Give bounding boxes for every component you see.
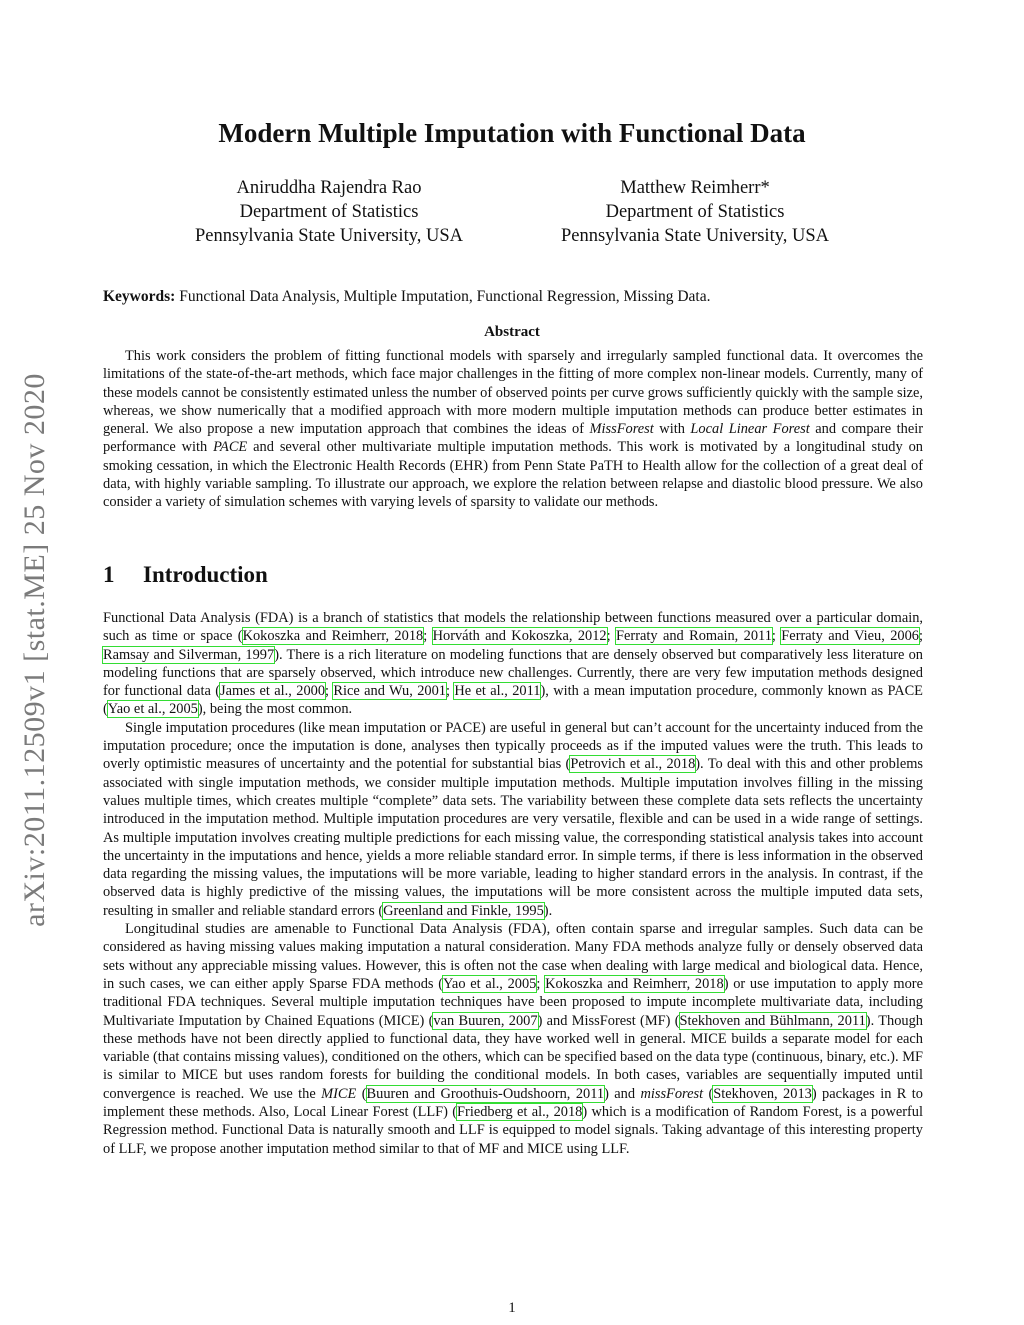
citation-link[interactable]: Kokoszka and Reimherr, 2018	[242, 628, 424, 645]
author-name: Matthew Reimherr*	[620, 178, 770, 198]
author-2	[520, 176, 870, 248]
author-department: Department of Statistics	[605, 202, 785, 222]
keywords-label: Keywords:	[103, 288, 176, 305]
section-number: 1	[103, 562, 115, 587]
citation-link[interactable]: Yao et al., 2005	[442, 975, 537, 992]
paragraph: Longitudinal studies are amenable to Functional Data Analysis (FDA), often contain sparse and irregular samples. Such data can be considered as having missing values making imputation a natural consideration. Many FDA methods analyze fully or densely observed data sets without any appreciable missing values. However, this is often not the case when dealing with large medical and biological data. Hence, in such cases, we can either apply Sparse FDA methods (Yao et al., 2005; Kokoszka and Reimherr, 2018) or use imputation to apply more traditional FDA techniques. Several multiple imputation techniques have been proposed to impute incomplete multivariate data, including Multivariate Imputation by Chained Equations (MICE) (van Buuren, 2007) and MissForest (MF) (Stekhoven and Bühlmann, 2011). Though these methods have not been directly applied to functional data, they have worked well in general. MICE builds a separate model for each variable (that contains missing values), conditioned on the others, which can be specified based on the data type (continuous, binary, etc.). MF is similar to MICE but uses random forests for building the conditional models. In both cases, variables are sequentially imputed until convergence is reached. We use the MICE (Buuren and Groothuis-Oudshoorn, 2011) and missForest (Stekhoven, 2013) packages in R to implement these methods. Also, Local Linear Forest (LLF) (Friedberg et al., 2018) which is a modification of Random Forest, is a powerful Regression method. Functional Data is naturally smooth and LLF is equipped to model signals. Taking advantage of this interesting property of LLF, we propose another imputation method similar to that of MF and MICE using LLF.	[103, 921, 924, 1157]
author-affiliation: Pennsylvania State University, USA	[194, 226, 464, 246]
paragraph: Functional Data Analysis (FDA) is a branch of statistics that models the relationship between functions measured over a particular domain, such as time or space (Kokoszka and Reimherr, 2018; Horváth and Kokoszka, 2012; Ferraty and Romain, 2011; Ferraty and Vieu, 2006; Ramsay and Silverman, 1997). There is a rich literature on modeling functions that are densely observed but comparatively less literature on modeling functions that are sparsely observed, which introduce new challenges. Currently, there are very few imputation methods designed for functional data (James et al., 2000; Rice and Wu, 2001; He et al., 2011), with a mean imputation procedure, commonly known as PACE (Yao et al., 2005), being the most common.	[103, 610, 924, 718]
citation-link[interactable]: Ferraty and Vieu, 2006	[781, 628, 919, 645]
citation-link[interactable]: Ramsay and Silverman, 1997	[103, 646, 275, 663]
paper-title: Modern Multiple Imputation with Functional Data	[218, 118, 806, 148]
author-affiliation: Pennsylvania State University, USA	[560, 226, 830, 246]
citation-link[interactable]: Stekhoven and Bühlmann, 2011	[679, 1012, 866, 1029]
citation-link[interactable]: James et al., 2000	[220, 683, 326, 700]
citation-link[interactable]: Greenland and Finkle, 1995	[383, 902, 544, 919]
page-number: 1	[508, 1300, 516, 1316]
citation-link[interactable]: Buuren and Groothuis-Oudshoorn, 2011	[366, 1085, 605, 1102]
citation-link[interactable]: Petrovich et al., 2018	[570, 756, 696, 773]
keywords	[103, 288, 923, 306]
keywords-text: Functional Data Analysis, Multiple Imputation, Functional Regression, Missing Data.	[179, 288, 711, 305]
citation-link[interactable]: Friedberg et al., 2018	[457, 1104, 583, 1121]
citation-link[interactable]: Ferraty and Romain, 2011	[616, 628, 772, 645]
author-1	[154, 176, 504, 248]
abstract-text: This work considers the problem of fitting functional models with sparsely and irregularly sampled functional data. It overcomes the limitations of the state-of-the-art methods, which face major challenges in the fitting of more complex non-linear models. Currently, many of these models cannot be consistently estimated unless the number of observed points per curve grows sufficiently quickly with the sample size, whereas, we show numerically that a modified approach with more modern multiple imputation methods can produce better estimates in general. We also propose a new imputation approach that combines the ideas of MissForest with Local Linear Forest and compare their performance with PACE and several other multivariate multiple imputation methods. This work is motivated by a longitudinal study on smoking cessation, in which the Electronic Health Records (EHR) from Penn State PaTH to Health allow for the collection of a great deal of data, with highly variable sampling. To illustrate our approach, we explore the relation between relapse and diastolic blood pressure. We also consider a variety of simulation schemes with varying levels of sparsity to validate our methods.	[103, 348, 923, 511]
arxiv-sidebar	[0, 340, 70, 960]
abstract-heading: Abstract	[484, 324, 540, 340]
arxiv-identifier: arXiv:2011.12509v1 [stat.ME] 25 Nov 2020	[18, 373, 51, 927]
section-title: Introduction	[143, 562, 268, 587]
citation-link[interactable]: Kokoszka and Reimherr, 2018	[545, 975, 724, 992]
citation-link[interactable]: van Buuren, 2007	[433, 1012, 538, 1029]
citation-link[interactable]: Stekhoven, 2013	[713, 1085, 812, 1102]
citation-link[interactable]: Yao et al., 2005	[107, 701, 198, 718]
author-department: Department of Statistics	[239, 202, 419, 222]
citation-link[interactable]: Rice and Wu, 2001	[333, 683, 446, 700]
section-heading-introduction	[103, 562, 923, 588]
introduction-body	[103, 609, 923, 1158]
paragraph: Single imputation procedures (like mean imputation or PACE) are useful in general but can’t account for the uncertainty induced from the imputation procedure; once the imputation is done, analyses then typically proceeds as if the imputed values were the truth. This leads to overly optimistic measures of uncertainty and the potential for substantial bias (Petrovich et al., 2018). To deal with this and other problems associated with single imputation methods, we consider multiple imputation methods. Multiple imputation involves filling in the missing values multiple times, which creates multiple “complete” data sets. The variability between these complete data sets reflects the uncertainty introduced in the imputation method. Multiple imputation procedures are very versatile, flexible and can be used in a wide range of settings. As multiple imputation involves creating multiple predictions for each missing value, the corresponding statistical analysis takes into account the uncertainty in the imputations and hence, yields a more reliable standard error. In simple terms, if there is less information in the observed data regarding the missing values, the imputations will be more variable, leading to higher standard errors in the analysis. In contrast, if the observed data is highly predictive of the missing values, the imputations will be more consistent across the multiple imputed data sets, resulting in smaller and reliable standard errors (Greenland and Finkle, 1995).	[103, 719, 923, 919]
citation-link[interactable]: He et al., 2011	[454, 683, 541, 700]
citation-link[interactable]: Horváth and Kokoszka, 2012	[432, 628, 607, 645]
author-name: Aniruddha Rajendra Rao	[236, 178, 422, 198]
